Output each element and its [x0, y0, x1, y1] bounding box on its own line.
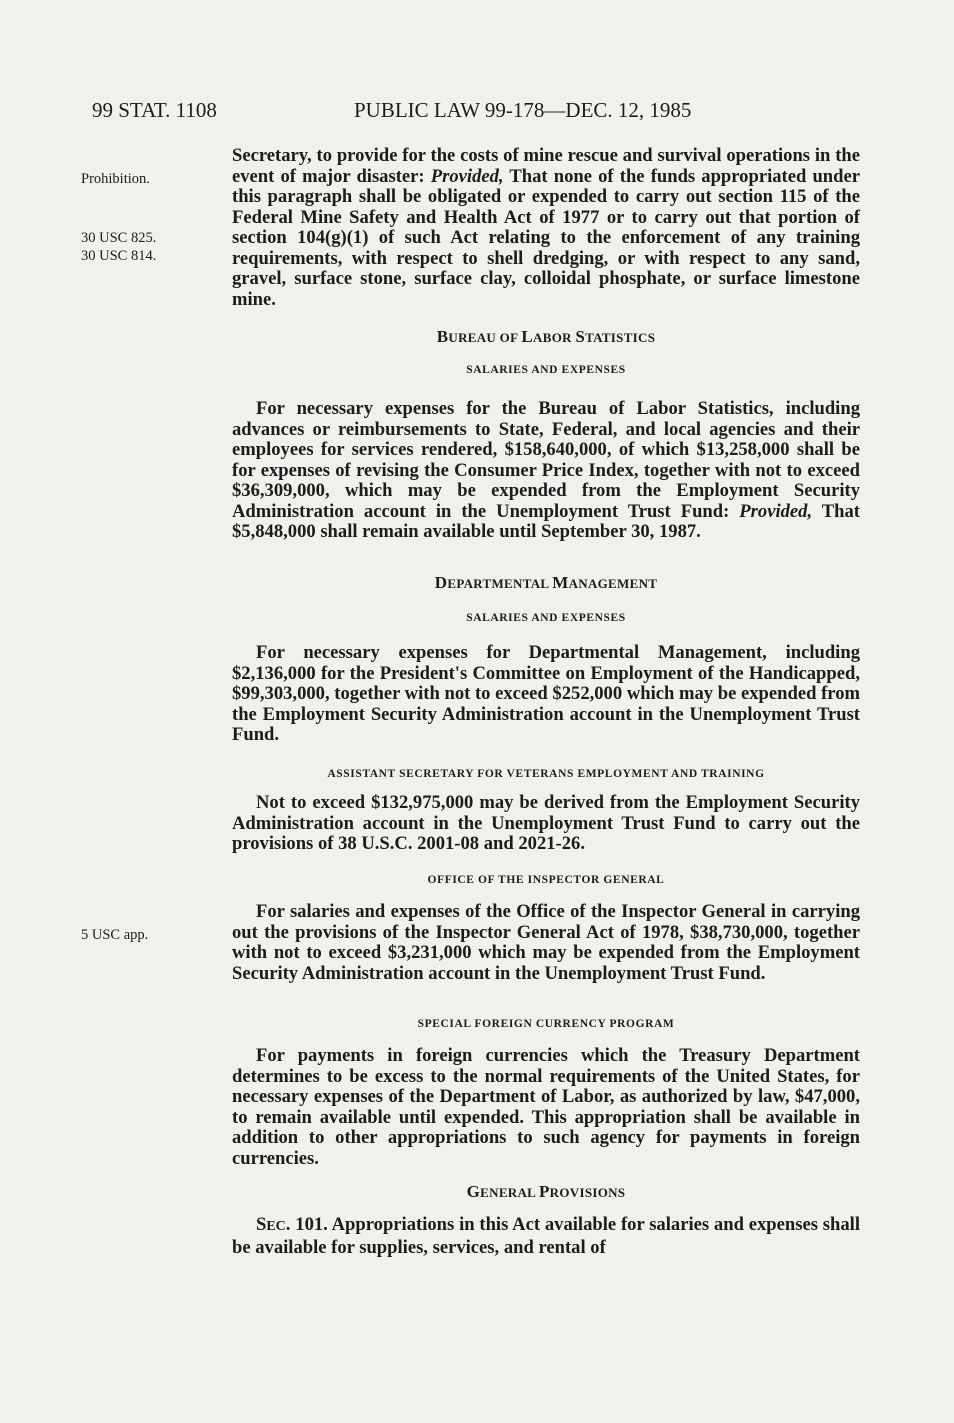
heading-bureau-of-labor-statistics [232, 327, 860, 347]
heading-part: TATISTICS [585, 330, 656, 345]
heading-part: EPARTMENTAL [447, 576, 553, 591]
paragraph-inspector-general: For salaries and expenses of the Office of the Inspector General in carrying out the provisions of the Inspector General Act of 1978, $38,730,000, together with not to exceed $3,231,000 which may be expended from the Employment Security Administration account in the Unemployment Trust Fund. [232, 901, 860, 984]
heading-part: L [521, 327, 534, 346]
provided-italic: Provided, [739, 500, 813, 522]
section-label: S [256, 1214, 267, 1235]
paragraph-text: . 101. Appropriations in this Act available for salaries and expenses shall be available for supplies, services, and rental of [232, 1214, 860, 1258]
heading-veterans-employment-training: ASSISTANT SECRETARY FOR VETERANS EMPLOYMENT AND TRAINING [327, 768, 765, 780]
heading-part: ENERAL [480, 1185, 539, 1200]
section-label: EC [266, 1219, 286, 1234]
margin-note-prohibition: Prohibition. [81, 171, 150, 187]
paragraph-text: That $5,848,000 shall remain available until September 30, 1987. [232, 500, 860, 542]
heading-salaries-and-expenses: SALARIES AND EXPENSES [466, 364, 626, 376]
heading-part: P [538, 1182, 550, 1201]
heading-part: M [552, 573, 569, 592]
paragraph-departmental-management: For necessary expenses for Departmental Management, including $2,136,000 for the President's Committee on Employment of the Handicapped, $99,303,000, together with not to exceed $252,000 which may be expended from the Employment Security Administration account in the Unemployment Trust Fund. [232, 642, 860, 745]
heading-part: ROVISIONS [549, 1185, 626, 1200]
heading-part: ABOR [533, 330, 576, 345]
paragraph-text: For necessary expenses for the Bureau of Labor Statistics, including advances or reimbursements to State, Federal, and local agencies and their employees for services rendered, $158,640,000, of which $13,258,000 shall be for expenses of revising the Consumer Price Index, together with not to exceed $36,309,000, which may be expended from the Employment Security Administration account in the Unemployment Trust Fund: [232, 398, 860, 522]
margin-note-30-usc-825: 30 USC 825. [81, 230, 157, 246]
paragraph-bls-appropriation [232, 399, 860, 543]
heading-departmental-management [232, 573, 860, 593]
paragraph-text: That none of the funds appropriated under this paragraph shall be obligated or expended to carry out section 115 of the Federal Mine Safety and Health Act of 1977 or to carry out that portion of section 104(g)(1) of such Act relating to the enforcement of any training requirements, with respect to shell dredging, or with respect to any sand, gravel, surface stone, surface clay, colloidal phosphate, or surface limestone mine. [232, 165, 860, 310]
heading-part: B [436, 327, 449, 346]
heading-general-provisions [232, 1182, 860, 1202]
provided-italic: Provided, [430, 165, 504, 187]
heading-special-foreign-currency: SPECIAL FOREIGN CURRENCY PROGRAM [417, 1018, 675, 1030]
paragraph-sec-101 [232, 1215, 860, 1258]
heading-part: G [466, 1182, 481, 1201]
public-law-title: PUBLIC LAW 99-178—DEC. 12, 1985 [354, 98, 692, 122]
paragraph-foreign-currency: For payments in foreign currencies which the Treasury Department determines to be excess to the normal requirements of the United States, for necessary expenses of the Department of Labor, as authorized by law, $47,000, to remain available until expended. This appropriation shall be available in addition to other appropriations to such agency for payments in foreign currencies. [232, 1045, 860, 1169]
margin-note-5-usc-app: 5 USC app. [81, 927, 149, 943]
statute-page-number: 99 STAT. 1108 [92, 98, 217, 122]
paragraph-mine-safety-continuation [232, 146, 860, 310]
heading-part: D [434, 573, 448, 592]
margin-note-30-usc-814: 30 USC 814. [81, 248, 157, 264]
heading-part: S [575, 327, 586, 346]
heading-salaries-and-expenses: SALARIES AND EXPENSES [466, 612, 626, 624]
paragraph-text: Secretary, to provide for the costs of mine rescue and survival operations in the event of major disaster: [232, 145, 860, 187]
heading-part: ANAGEMENT [568, 576, 658, 591]
heading-part: UREAU OF [448, 330, 522, 345]
paragraph-veterans-employment: Not to exceed $132,975,000 may be derived from the Employment Security Administration account in the Unemployment Trust Fund to carry out the provisions of 38 U.S.C. 2001-08 and 2021-26. [232, 792, 860, 854]
page-header [0, 98, 954, 128]
heading-office-of-inspector-general: OFFICE OF THE INSPECTOR GENERAL [427, 874, 665, 886]
